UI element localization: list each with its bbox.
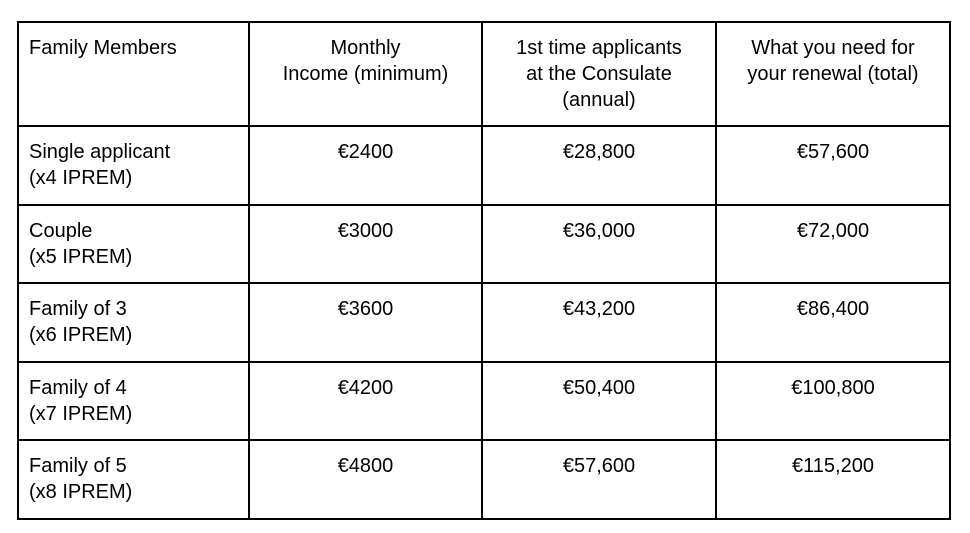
table-row (18, 440, 950, 519)
first-time-annual-cell: €28,800 (482, 126, 716, 205)
table-row (18, 126, 950, 205)
table-body (18, 126, 950, 519)
monthly-income-cell: €3000 (249, 205, 482, 283)
renewal-total-cell: €100,800 (716, 362, 950, 440)
monthly-income-cell: €2400 (249, 126, 482, 205)
table-header (18, 22, 950, 126)
family-members-cell: Family of 4 (x7 IPREM) (18, 362, 249, 440)
monthly-income-cell: €3600 (249, 283, 482, 362)
family-members-cell: Family of 3 (x6 IPREM) (18, 283, 249, 362)
first-time-annual-cell: €43,200 (482, 283, 716, 362)
header-row (18, 22, 950, 126)
renewal-total-cell: €86,400 (716, 283, 950, 362)
renewal-total-cell: €115,200 (716, 440, 950, 519)
renewal-total-cell: €57,600 (716, 126, 950, 205)
renewal-total-cell: €72,000 (716, 205, 950, 283)
family-members-cell: Couple (x5 IPREM) (18, 205, 249, 283)
monthly-income-cell: €4800 (249, 440, 482, 519)
table-row (18, 205, 950, 283)
income-requirements-table (17, 21, 951, 520)
first-time-annual-cell: €57,600 (482, 440, 716, 519)
first-time-annual-cell: €50,400 (482, 362, 716, 440)
monthly-income-cell: €4200 (249, 362, 482, 440)
table-row (18, 283, 950, 362)
header-monthly-income: Monthly Income (minimum) (249, 22, 482, 126)
header-renewal-total: What you need for your renewal (total) (716, 22, 950, 126)
header-family-members: Family Members (18, 22, 249, 126)
family-members-cell: Family of 5 (x8 IPREM) (18, 440, 249, 519)
family-members-cell: Single applicant (x4 IPREM) (18, 126, 249, 205)
first-time-annual-cell: €36,000 (482, 205, 716, 283)
header-first-time-applicants: 1st time applicants at the Consulate (annual) (482, 22, 716, 126)
table-row (18, 362, 950, 440)
